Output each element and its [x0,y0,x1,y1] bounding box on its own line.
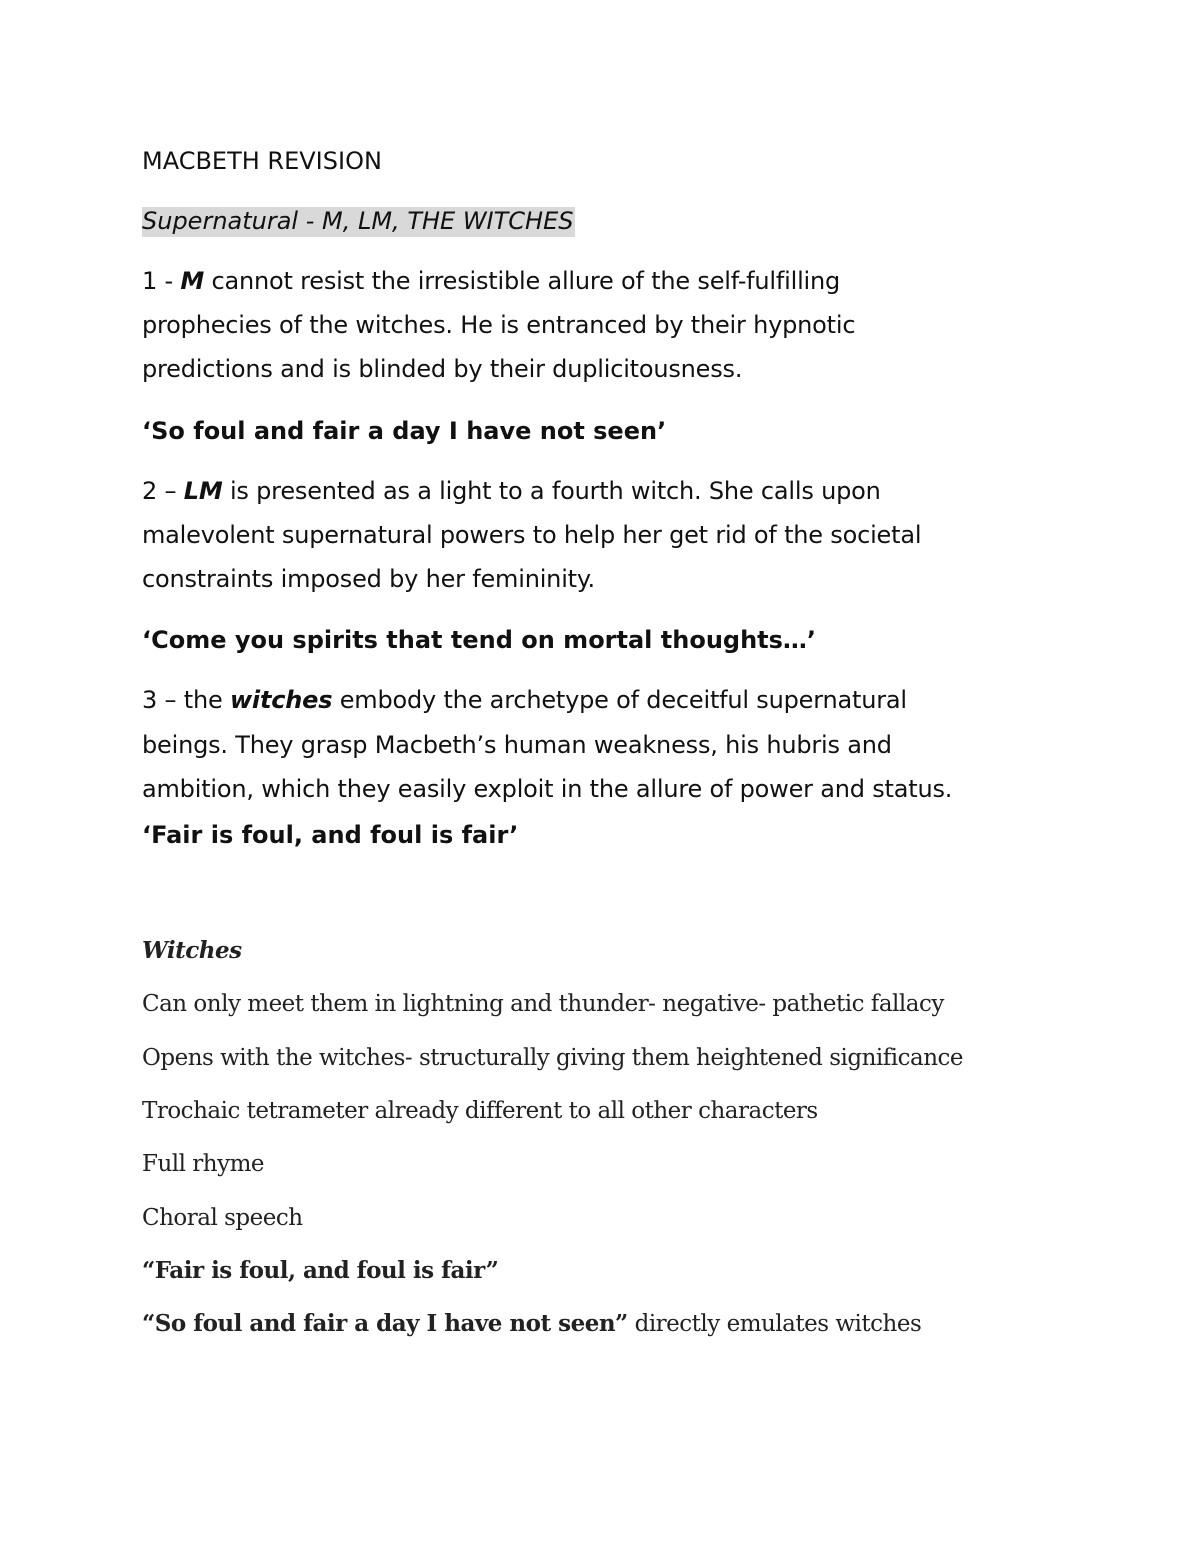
point-1-line-2: prophecies of the witches. He is entranced by their hypnotic [142,311,856,339]
point-3-line-1-text: embody the archetype of deceitful supernatural [332,686,907,714]
witches-item-2: Opens with the witches- structurally giving them heightened significance [142,1045,964,1071]
point-3-line-3: ambition, which they easily exploit in the allure of power and status. [142,775,953,803]
point-1-subject: M [180,267,205,295]
point-1-line-3: predictions and is blinded by their duplicitousness. [142,355,743,383]
section-heading [142,206,575,236]
point-1-line-1 [142,259,840,303]
witches-heading: Witches [142,937,242,964]
point-1-line-1-text: cannot resist the irresistible allure of the self-fulfilling [204,267,841,295]
witches-item-1: Can only meet them in lightning and thunder- negative- pathetic fallacy [142,991,944,1017]
document-title: MACBETH REVISION [142,147,382,175]
point-3-subject: witches [229,686,333,714]
witches-item-5: Choral speech [142,1205,303,1231]
quote-3: ‘Fair is foul, and foul is fair’ [142,821,519,849]
point-2-line-2: malevolent supernatural powers to help her get rid of the societal [142,521,922,549]
point-3-line-2: beings. They grasp Macbeth’s human weakness, his hubris and [142,731,892,759]
section-heading-text: Supernatural - M, LM, THE WITCHES [142,207,574,235]
witches-quote-a: “Fair is foul, and foul is fair” [142,1257,499,1284]
point-2-line-3: constraints imposed by her femininity. [142,565,595,593]
point-2-prefix: 2 – [142,477,184,505]
point-1-prefix: 1 - [142,267,181,295]
point-2-subject: LM [183,477,223,505]
quote-2: ‘Come you spirits that tend on mortal thoughts…’ [142,626,817,654]
witches-item-4: Full rhyme [142,1151,265,1177]
point-2-line-1-text: is presented as a light to a fourth witch. She calls upon [222,477,881,505]
point-3-line-1 [142,678,907,722]
witches-item-3: Trochaic tetrameter already different to all other characters [142,1098,818,1124]
point-2-line-1 [142,469,881,513]
witches-quote-b-line [142,1309,921,1339]
quote-1: ‘So foul and fair a day I have not seen’ [142,417,667,445]
witches-quote-b-suffix: directly emulates witches [627,1311,922,1337]
point-3-prefix: 3 – the [142,686,230,714]
witches-quote-b: “So foul and fair a day I have not seen” [142,1310,628,1337]
